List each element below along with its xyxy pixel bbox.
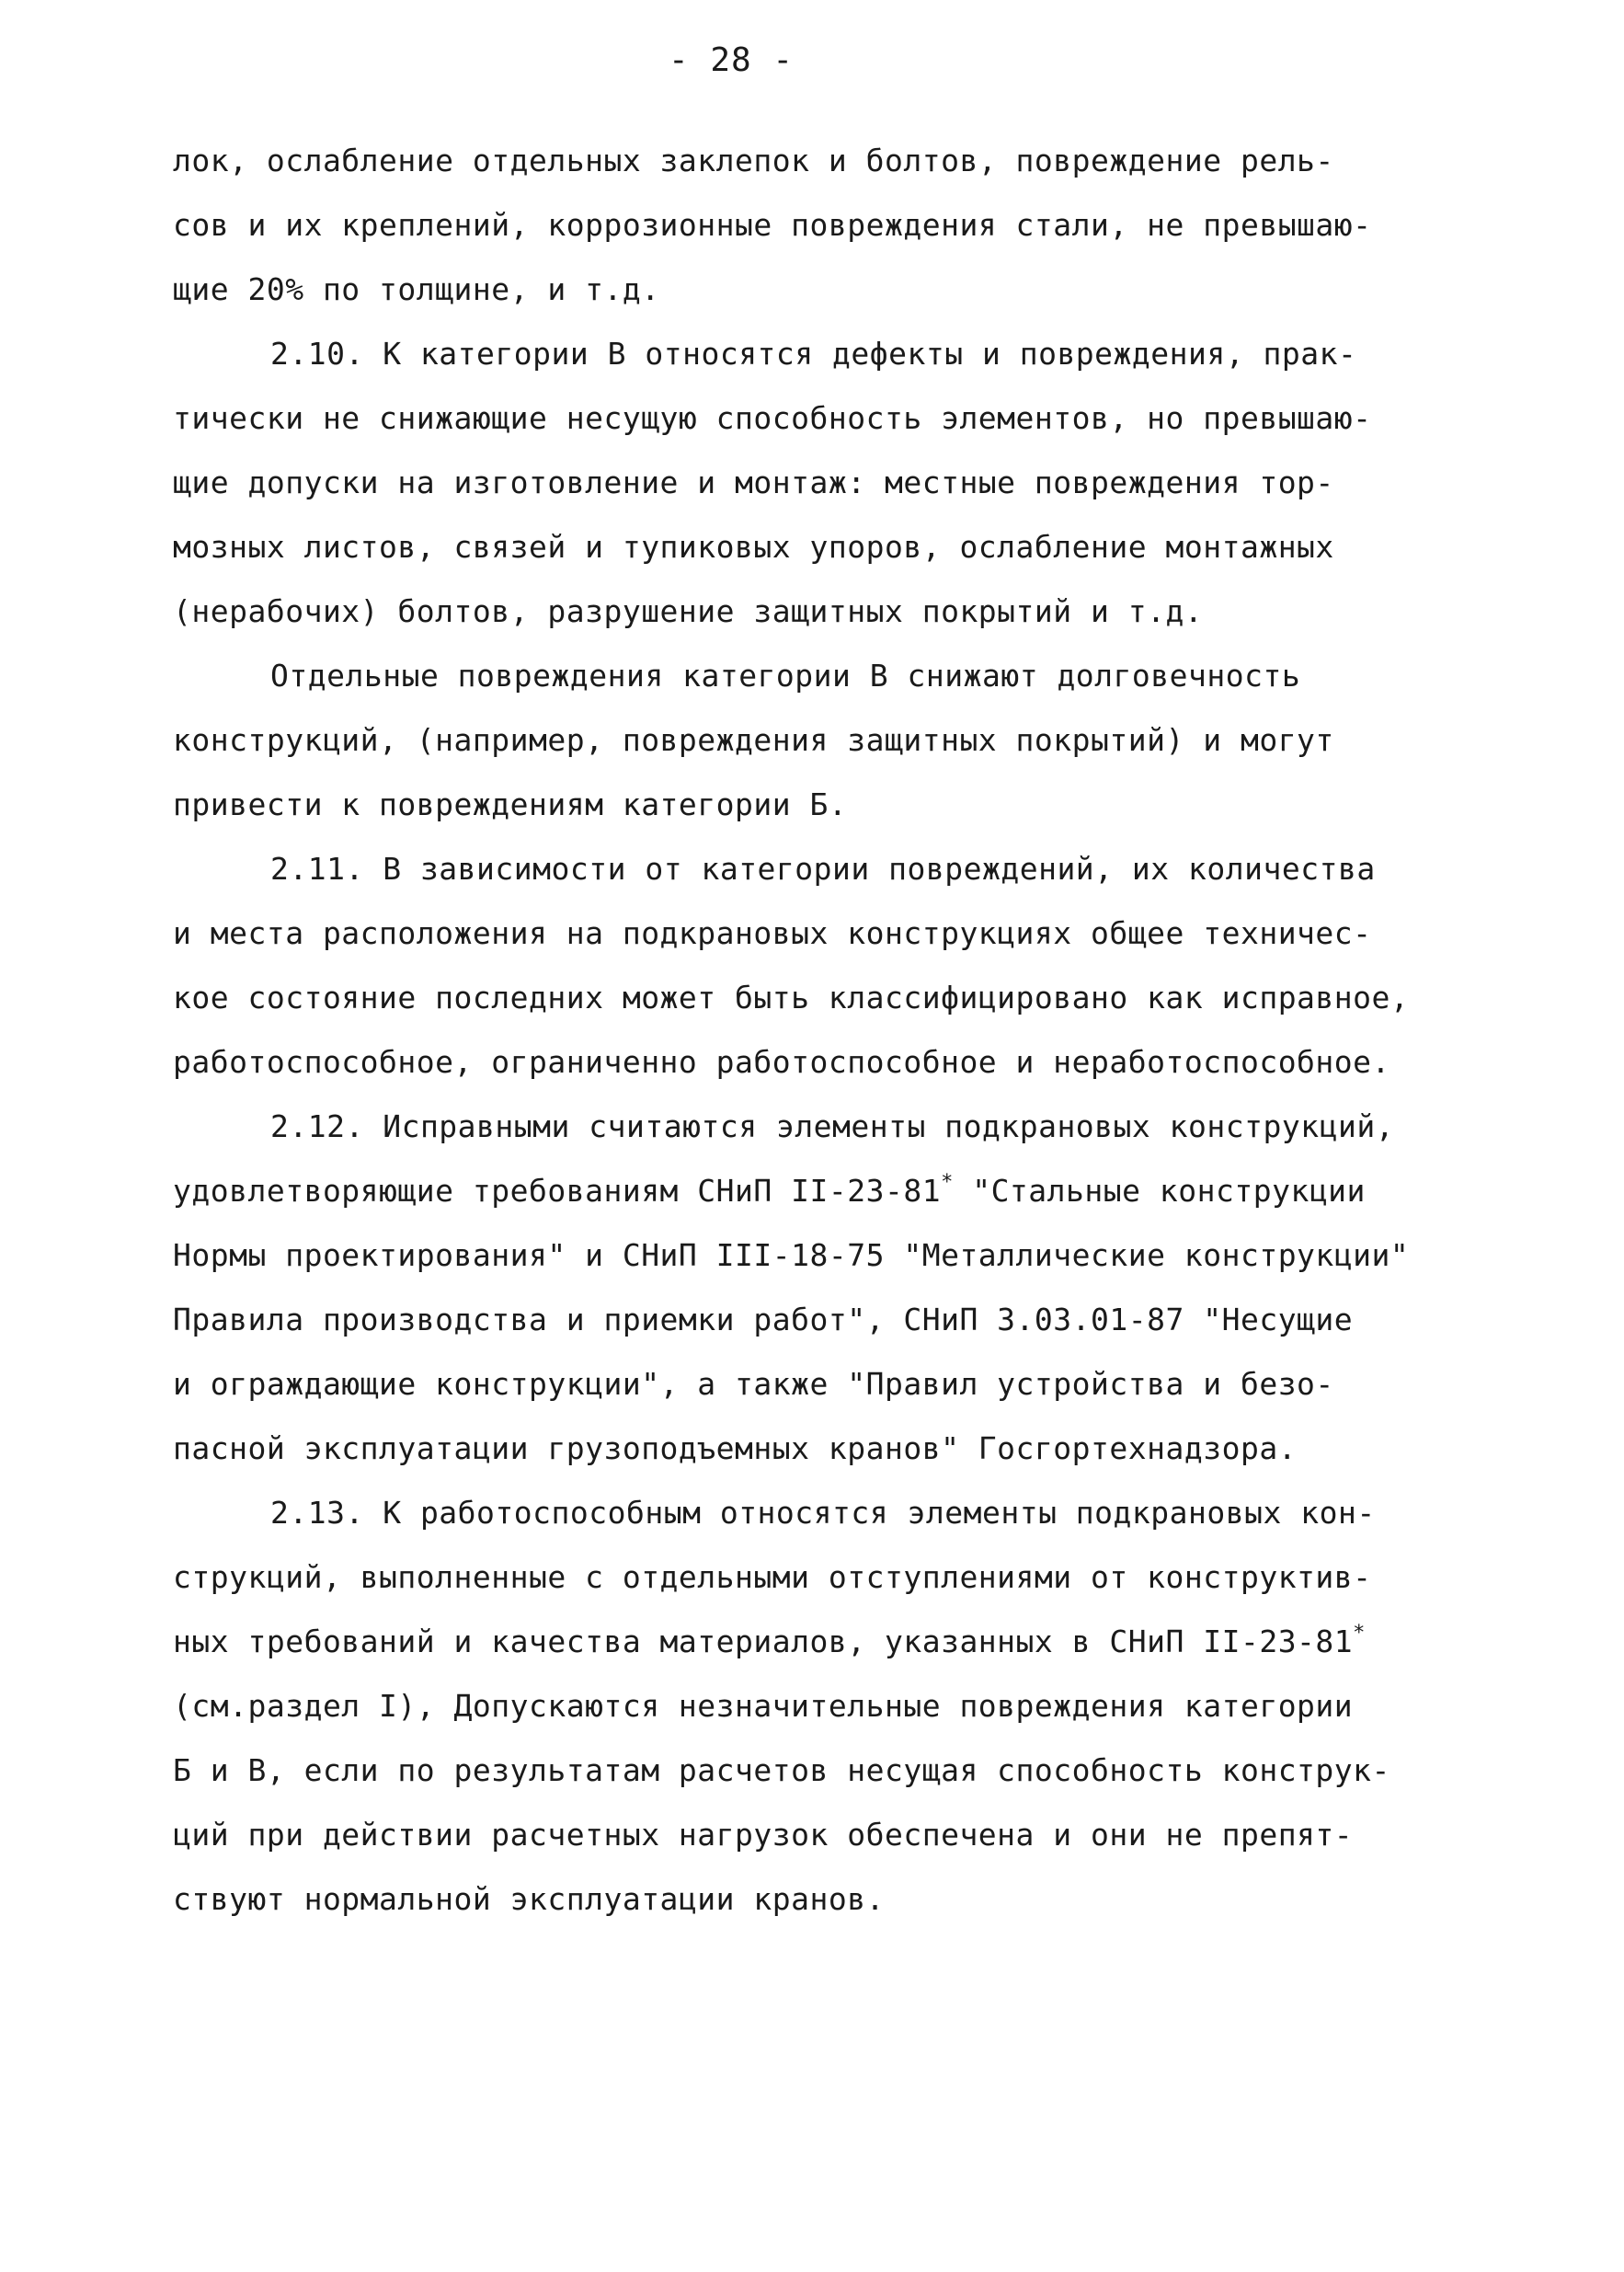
text-line: (см.раздел I), Допускаются незначительные повреждения категории [173, 1688, 1354, 1724]
text-line: мозных листов, связей и тупиковых упоров, ослабление монтажных [173, 529, 1334, 565]
text-line: тически не снижающие несущую способность элементов, но превышаю- [173, 400, 1372, 436]
page-number: - 28 - [668, 41, 795, 79]
text-line: Нормы проектирования" и СНиП III-18-75 "Металлические конструкции" [173, 1237, 1410, 1273]
text-segment: "Стальные конструкции [953, 1173, 1366, 1209]
text-line: 2.12. Исправными считаются элементы подкрановых конструкций, [270, 1108, 1395, 1144]
text-line [173, 1610, 1479, 1674]
paragraph-2-12 [173, 1095, 1479, 1481]
text-line: привести к повреждениям категории Б. [173, 786, 848, 822]
paragraph-2-13 [173, 1481, 1479, 1932]
footnote-mark: * [1353, 1622, 1366, 1645]
paragraph-2-10 [173, 322, 1479, 644]
text-line: 2.11. В зависимости от категории повреждений, их количества [270, 851, 1376, 887]
text-segment: удовлетворяющие требованиям СНиП II-23-81 [173, 1173, 942, 1209]
text-line: Отдельные повреждения категории В снижают долговечность [270, 658, 1301, 694]
text-line: сов и их креплений, коррозионные повреждения стали, не превышаю- [173, 207, 1372, 243]
text-line [173, 1159, 1479, 1223]
text-line: и ограждающие конструкции", а также "Правил устройства и безо- [173, 1366, 1334, 1402]
footnote-mark: * [941, 1171, 954, 1194]
text-segment: ных требований и качества материалов, указанных в СНиП II-23-81 [173, 1624, 1354, 1659]
text-line: кое состояние последних может быть классифицировано как исправное, [173, 980, 1410, 1016]
text-line: и места расположения на подкрановых конструкциях общее техничес- [173, 915, 1372, 951]
paragraph-2-11 [173, 837, 1479, 1095]
text-line: работоспособное, ограниченно работоспособное и неработоспособное. [173, 1044, 1390, 1080]
text-line: 2.13. К работоспособным относятся элементы подкрановых кон- [270, 1495, 1376, 1531]
text-line: щие 20% по толщине, и т.д. [173, 271, 660, 307]
paragraph-category-v-note [173, 644, 1479, 837]
text-line: конструкций, (например, повреждения защитных покрытий) и могут [173, 722, 1334, 758]
text-line: Правила производства и приемки работ", СНиП 3.03.01-87 "Несущие [173, 1302, 1354, 1337]
text-line: ций при действии расчетных нагрузок обеспечена и они не препят- [173, 1817, 1354, 1853]
text-line: струкций, выполненные с отдельными отступлениями от конструктив- [173, 1559, 1372, 1595]
text-line: ствуют нормальной эксплуатации кранов. [173, 1881, 885, 1917]
body-text [173, 129, 1479, 1932]
text-line: щие допуски на изготовление и монтаж: местные повреждения тор- [173, 465, 1334, 500]
text-line: лок, ослабление отдельных заклепок и болтов, повреждение рель- [173, 143, 1334, 178]
text-line: 2.10. К категории В относятся дефекты и повреждения, прак- [270, 336, 1357, 372]
text-line: пасной эксплуатации грузоподъемных кранов" Госгортехнадзора. [173, 1430, 1298, 1466]
text-line: (нерабочих) болтов, разрушение защитных покрытий и т.д. [173, 593, 1204, 629]
text-line: Б и В, если по результатам расчетов несущая способность конструк- [173, 1752, 1390, 1788]
paragraph-continuation [173, 129, 1479, 322]
